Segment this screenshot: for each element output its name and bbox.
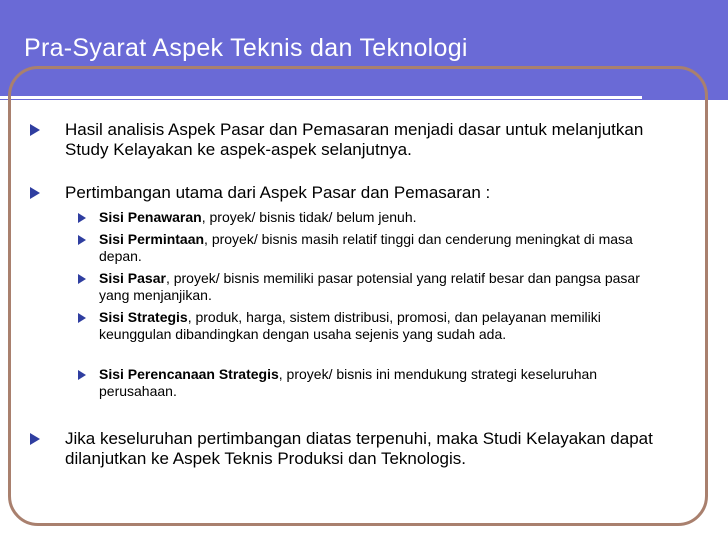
- bullet-text: Jika keseluruhan pertimbangan diatas terpenuhi, maka Studi Kelayakan dapat dilanjutkan ke Aspek Teknis Produksi dan Teknologis.: [65, 429, 653, 468]
- sub-bullet-text: , produk, harga, sistem distribusi, promosi, dan pelayanan memiliki keunggulan dibandingkan dengan usaha sejenis yang sudah ada.: [99, 309, 601, 342]
- slide-title: Pra-Syarat Aspek Teknis dan Teknologi: [24, 34, 468, 62]
- sub-bullet-heading: Sisi Perencanaan Strategis: [99, 366, 279, 382]
- sub-bullet-heading: Sisi Permintaan: [99, 231, 205, 247]
- bullet-text: Hasil analisis Aspek Pasar dan Pemasaran menjadi dasar untuk melanjutkan Study Kelayakan ke aspek-aspek selanjutnya.: [65, 120, 644, 159]
- sub-bullet-heading: Sisi Strategis: [99, 309, 188, 325]
- sub-bullet-text: , proyek/ bisnis tidak/ belum jenuh.: [201, 209, 417, 225]
- sub-bullet-text: , proyek/ bisnis ini mendukung strategi keseluruhan perusahaan.: [99, 366, 598, 399]
- arrow-bullet-icon: [78, 313, 86, 323]
- arrow-bullet-icon: [78, 274, 86, 284]
- sub-bullet-heading: Sisi Pasar: [99, 270, 166, 286]
- arrow-bullet-icon: [30, 433, 40, 445]
- arrow-bullet-icon: [78, 213, 86, 223]
- sub-bullet-heading: Sisi Penawaran: [99, 209, 202, 225]
- sub-bullet-text: , proyek/ bisnis masih relatif tinggi dan cenderung meningkat di masa depan.: [99, 231, 633, 264]
- arrow-bullet-icon: [78, 370, 86, 380]
- arrow-bullet-icon: [30, 124, 40, 136]
- arrow-bullet-icon: [30, 187, 40, 199]
- arrow-bullet-icon: [78, 235, 86, 245]
- sub-bullet-text: , proyek/ bisnis memiliki pasar potensial yang relatif besar dan pangsa pasar yang menjanjikan.: [99, 270, 640, 303]
- bullet-text: Pertimbangan utama dari Aspek Pasar dan Pemasaran :: [65, 183, 491, 202]
